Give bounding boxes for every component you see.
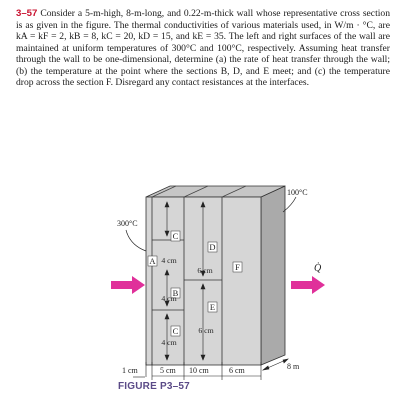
dim-5cm: 5 cm [160,366,176,375]
temp-right: 100°C [287,188,308,197]
problem-text: Consider a 5-m-high, 8-m-long, and 0.22-m-thick wall whose representative cross section is as given in the figure. The thermal conductivities of various materials used, in W/m · °C, are kA = kF = 2, kB = 8, kC = 20, kD = 15, and kE = 35. The left and right surfaces of the wall are maintained at uniform temperatures of 300°C and 100°C, respectively. Assuming heat transfer through the wall to be one-dimensional, determine (a) the rate of heat transfer through the wall; (b) the temperature at the point where the sections B, D, and E meet; and (c) the temperature drop across the section F. Disregard any contact resistances at the interfaces. [16,8,390,89]
label-C-bottom: C [172,326,179,336]
heat-arrow-left [111,276,145,294]
label-E: E [209,302,216,312]
label-B: B [172,288,179,298]
heat-rate-symbol: Q̇ [314,263,322,274]
label-F: F [235,262,240,272]
problem-number: 3–57 [16,8,38,19]
dim-mid-4cm: 4 cm [161,294,177,303]
temp-left-leader [126,230,146,251]
dim-bot-4cm: 4 cm [161,338,177,347]
wall-side-face [261,186,285,365]
wall-top-face [146,186,285,197]
label-A: A [149,256,156,266]
dim-top-4cm: 4 cm [161,256,177,265]
figure-caption: FIGURE P3–57 [118,381,190,392]
heat-arrow-right [291,276,325,294]
label-D: D [209,242,216,252]
dim-d-6cm: 6 cm [197,266,213,275]
dim-e-6cm: 6 cm [198,326,214,335]
dim-1cm: 1 cm [122,366,138,375]
label-C-top: C [172,231,179,241]
length-label: 8 m [287,362,300,371]
dim-6cm: 6 cm [229,366,245,375]
temp-left: 300°C [117,219,138,228]
dim-10cm: 10 cm [189,366,209,375]
